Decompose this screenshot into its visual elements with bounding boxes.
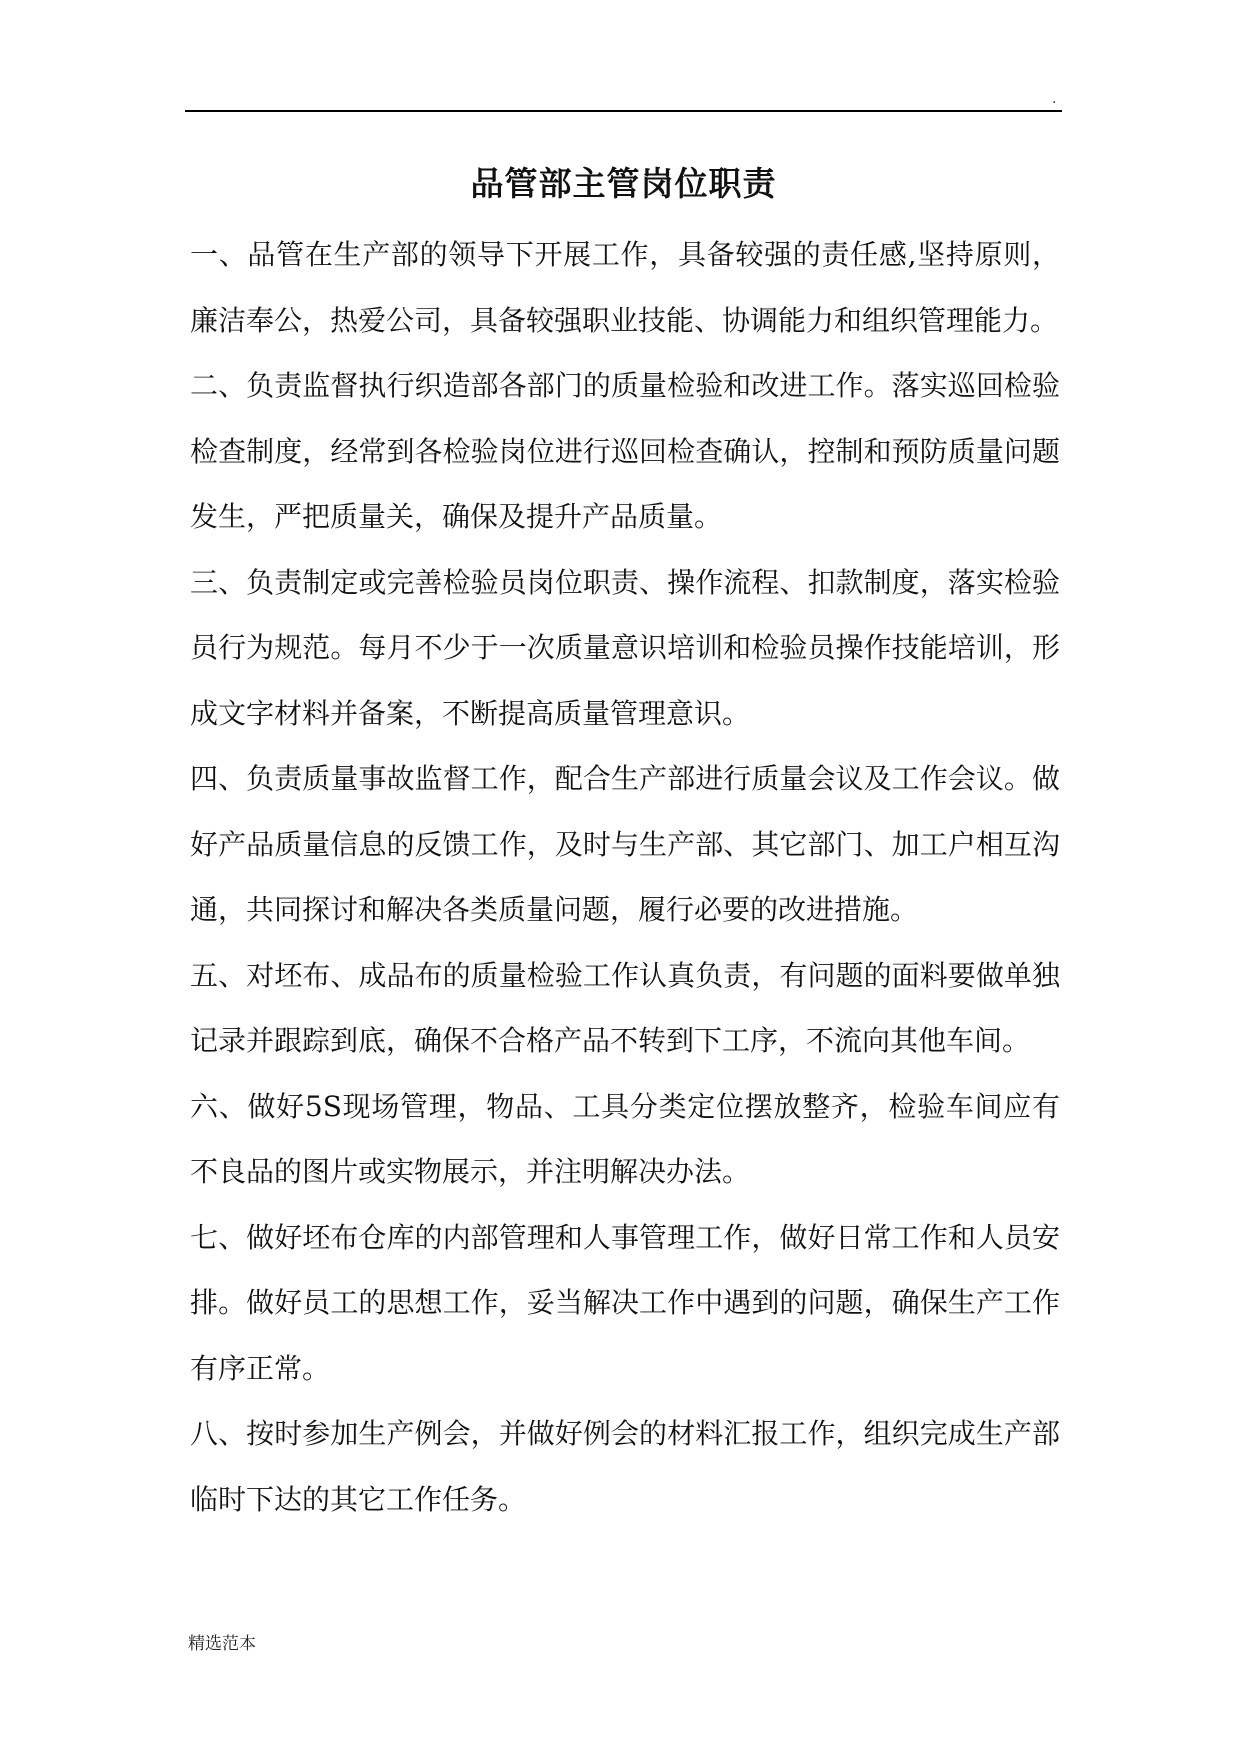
document-title: 品管部主管岗位职责 bbox=[470, 164, 777, 203]
paragraph-6: 六、做好5S现场管理，物品、工具分类定位摆放整齐，检验车间应有不良品的图片或实物展示，并注明解决办法。 bbox=[190, 1089, 1060, 1188]
paragraph-8: 八、按时参加生产例会，并做好例会的材料汇报工作，组织完成生产部临时下达的其它工作任务。 bbox=[190, 1417, 1060, 1516]
paragraph-2: 二、负责监督执行织造部各部门的质量检验和改进工作。落实巡回检验检查制度，经常到各检验岗位进行巡回检查确认，控制和预防质量问题发生，严把质量关，确保及提升产品质量。 bbox=[190, 369, 1060, 533]
paragraph-3: 三、负责制定或完善检验员岗位职责、操作流程、扣款制度，落实检验员行为规范。每月不少于一次质量意识培训和检验员操作技能培训，形成文字材料并备案，不断提高质量管理意识。 bbox=[190, 565, 1060, 730]
paragraph-1: 一、品管在生产部的领导下开展工作，具备较强的责任感,坚持原则，廉洁奉公，热爱公司，具备较强职业技能、协调能力和组织管理能力。 bbox=[190, 238, 1060, 337]
header-rule bbox=[185, 110, 1062, 112]
paragraph-7: 七、做好坯布仓库的内部管理和人事管理工作，做好日常工作和人员安排。做好员工的思想工作，妥当解决工作中遇到的问题，确保生产工作有序正常。 bbox=[190, 1220, 1060, 1385]
paragraph-4: 四、负责质量事故监督工作，配合生产部进行质量会议及工作会议。做好产品质量信息的反馈工作，及时与生产部、其它部门、加工户相互沟通，共同探讨和解决各类质量问题，履行必要的改进措施。 bbox=[190, 762, 1060, 926]
paragraph-5: 五、对坯布、成品布的质量检验工作认真负责，有问题的面料要做单独记录并跟踪到底，确保不合格产品不转到下工序，不流向其他车间。 bbox=[190, 958, 1060, 1057]
footer-label: 精选范本 bbox=[188, 1634, 256, 1654]
header-mark: . bbox=[1052, 91, 1057, 107]
document-body bbox=[190, 222, 1060, 1532]
